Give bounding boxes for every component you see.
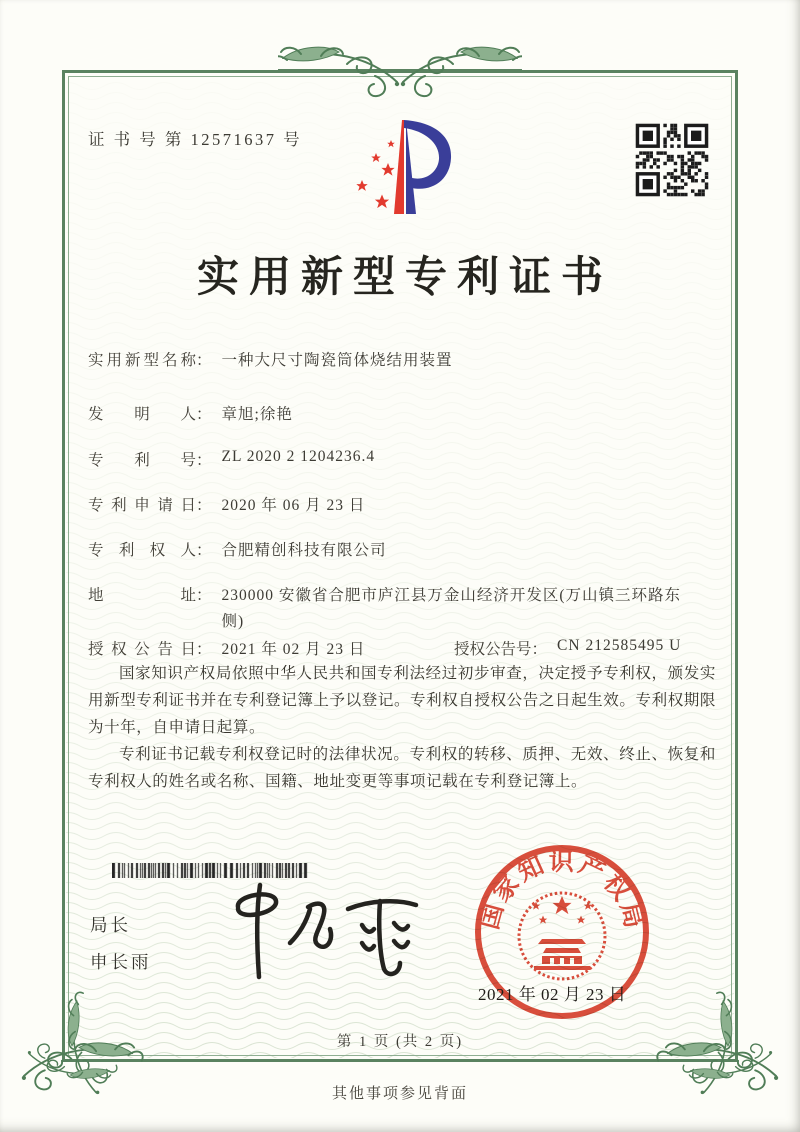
seal-ring-text: 国家知识产权局 [476,848,648,934]
field-value: 2021 年 02 月 23 日 [221,641,366,658]
field-row-patentee: 专利权人： 合肥精创科技有限公司 [88,538,387,560]
field-row-grant-date: 授权公告日： 2021 年 02 月 23 日 授权公告号： CN 212585495 U [88,637,682,658]
director-block [90,912,152,986]
field-label: 专利申请日 [88,497,196,514]
field-row-address: 地址： 230000 安徽省合肥市庐江县万金山经济开发区(万山镇三环路东侧) [88,583,682,635]
seal-date: 2021 年 02 月 23 日 [478,985,627,1004]
cnipa-logo-icon [338,114,472,220]
field-value: 章旭;徐艳 [221,406,293,423]
certificate-title: 实用新型专利证书 [196,255,613,301]
field-value: CN 212585495 U [557,637,682,654]
field-value: 2020 年 06 月 23 日 [221,497,366,514]
legal-statement [88,660,716,795]
back-note: 其他事项参见背面 [331,1086,468,1102]
director-signature-handwriting-icon [222,876,422,988]
legal-paragraph-2: 专利证书记载专利权登记时的法律状况。专利权的转移、质押、无效、终止、恢复和专利权人的姓名或名称、国籍、地址变更等事项记载在专利登记簿上。 [88,746,716,790]
qr-code-icon [634,122,710,198]
logo-stars [356,140,395,208]
field-value: ZL 2020 2 1204236.4 [221,448,376,465]
field-row-inventor: 发明人： 章旭;徐艳 [88,402,293,424]
field-label: 专利权人 [88,542,196,559]
field-row-patent-number: 专利号： ZL 2020 2 1204236.4 [88,448,376,469]
field-label: 地址 [88,587,196,604]
director-name: 申长雨 [90,952,152,972]
director-title: 局长 [90,915,131,935]
field-row-grant-number: 授权公告号： CN 212585495 U [454,637,682,658]
page-number: 第 1 页 (共 2 页) [336,1034,464,1050]
field-value: 合肥精创科技有限公司 [221,542,387,559]
field-label: 发明人 [88,406,196,423]
certificate-number: 证 书 号 第 12571637 号 [88,130,303,149]
field-label: 专利号 [88,452,196,469]
field-value: 一种大尺寸陶瓷筒体烧结用装置 [221,352,453,369]
field-row-utility-model-name: 实用新型名称： 一种大尺寸陶瓷筒体烧结用装置 [88,348,453,370]
svg-text:国家知识产权局 [475,848,649,934]
logo-p-mark [394,120,451,214]
legal-paragraph-1: 国家知识产权局依照中华人民共和国专利法经过初步审查，决定授予专利权，颁发实用新型专利证书并在专利登记簿上予以登记。专利权自授权公告之日起生效。专利权期限为十年，自申请日起算。 [88,665,716,736]
field-label: 实用新型名称 [88,352,196,369]
field-value: 230000 安徽省合肥市庐江县万金山经济开发区(万山镇三环路东侧) [221,587,682,630]
field-label: 授权公告日 [88,641,196,658]
field-row-filing-date: 专利申请日： 2020 年 06 月 23 日 [88,493,365,515]
field-label: 授权公告号 [454,641,532,658]
seal-national-emblem [519,893,605,979]
